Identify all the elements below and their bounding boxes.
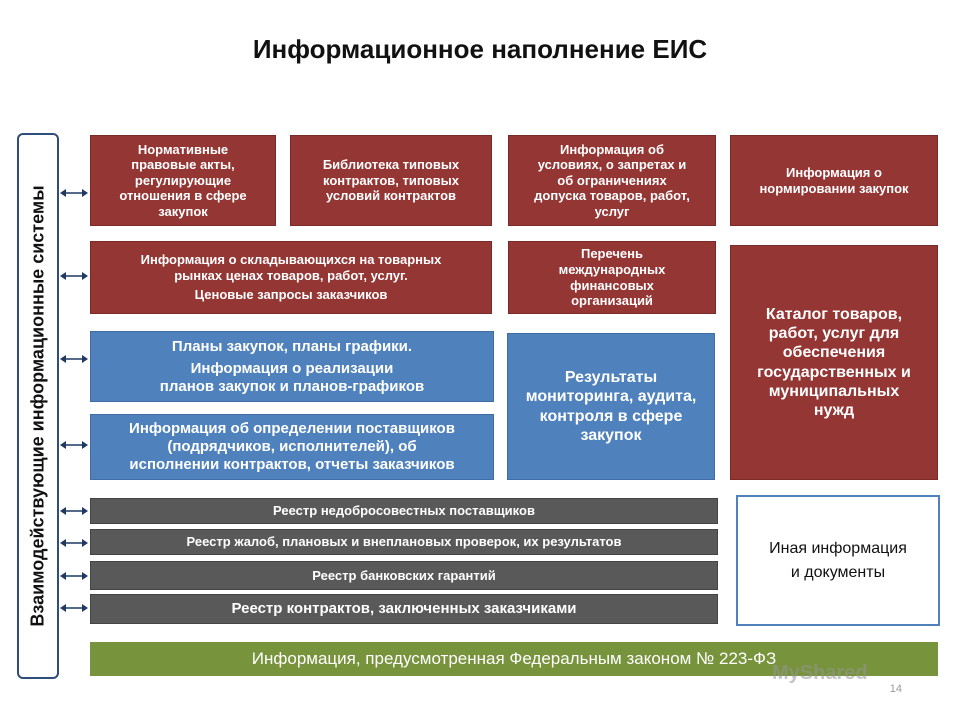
- double-arrow-icon: [60, 270, 88, 282]
- box-line: отношения в сфере: [119, 188, 247, 204]
- double-arrow-icon: [60, 187, 88, 199]
- procurement-plans-box: [90, 331, 494, 402]
- box-line: контроля в сфере: [539, 407, 683, 425]
- box-line: и документы: [790, 563, 886, 581]
- normative-acts-box: [90, 135, 276, 226]
- registry-label: Реестр банковских гарантий: [312, 567, 496, 583]
- box-line: условиях, о запретах и: [537, 157, 687, 173]
- registry-unfair-suppliers: [90, 498, 718, 524]
- box-line: контрактов, типовых: [323, 172, 459, 188]
- box-line: нужд: [813, 401, 855, 419]
- catalog-box: [730, 245, 938, 480]
- box-line: (подрядчиков, исполнителей), об: [167, 438, 417, 455]
- registry-complaints: [90, 529, 718, 555]
- box-line: Информация о реализации: [190, 359, 394, 377]
- box-line: Перечень: [580, 246, 644, 262]
- registry-label: Реестр жалоб, плановых и внеплановых проверок, их результатов: [186, 534, 622, 550]
- box-line: организаций: [571, 293, 653, 309]
- page-title: Информационное наполнение ЕИС: [252, 34, 708, 64]
- box-line: допуска товаров, работ,: [534, 188, 690, 204]
- market-prices-box: [90, 241, 492, 314]
- box-line: нормировании закупок: [759, 180, 909, 196]
- double-arrow-icon: [60, 439, 88, 451]
- box-line: государственных и: [757, 363, 911, 381]
- box-line: услуг: [594, 203, 630, 219]
- box-line: Результаты: [564, 369, 658, 387]
- other-info-box: [736, 495, 940, 626]
- box-line: регулирующие: [134, 172, 232, 188]
- admission-conditions-box: [508, 135, 716, 226]
- box-line: работ, услуг для: [768, 325, 900, 343]
- box-line: рынках ценах товаров, работ, услуг.: [174, 267, 408, 283]
- box-line: Каталог товаров,: [765, 305, 903, 323]
- box-line: закупок: [580, 426, 642, 444]
- side-systems-label: Взаимодействующие информационные системы: [27, 185, 48, 627]
- double-arrow-icon: [60, 353, 88, 365]
- box-line: Информация о складывающихся на товарных: [140, 252, 442, 268]
- box-line: Информация об: [560, 141, 664, 157]
- double-arrow-icon: [60, 570, 88, 582]
- side-systems-box: [17, 133, 59, 679]
- box-line: Информация о: [786, 164, 882, 180]
- box-line: обеспечения: [782, 344, 886, 362]
- box-line: условий контрактов: [325, 188, 457, 204]
- registry-label: Реестр контрактов, заключенных заказчиками: [231, 600, 577, 617]
- contract-library-box: [290, 135, 492, 226]
- box-line: Ценовые запросы заказчиков: [194, 287, 388, 303]
- box-line: об ограничениях: [557, 172, 667, 188]
- box-line: мониторинга, аудита,: [525, 388, 697, 406]
- box-line: планов закупок и планов-графиков: [159, 377, 425, 395]
- box-line: закупок: [158, 203, 208, 219]
- watermark: MyShared: [772, 662, 868, 684]
- double-arrow-icon: [60, 505, 88, 517]
- box-line: Библиотека типовых: [322, 157, 460, 173]
- registry-bank-guarantees: [90, 561, 718, 590]
- box-line: Планы закупок, планы графики.: [171, 337, 413, 355]
- monitoring-results-box: [507, 333, 715, 480]
- double-arrow-icon: [60, 537, 88, 549]
- box-line: финансовых: [570, 277, 654, 293]
- box-line: Нормативные: [137, 141, 229, 157]
- law-info-label: Информация, предусмотренная Федеральным законом № 223-ФЗ: [251, 648, 777, 668]
- box-line: Информация об определении поставщиков: [129, 420, 455, 437]
- box-line: Иная информация: [769, 540, 907, 558]
- box-line: муниципальных: [768, 382, 900, 400]
- supplier-determination-box: [90, 414, 494, 480]
- double-arrow-icon: [60, 602, 88, 614]
- registry-label: Реестр недобросовестных поставщиков: [273, 503, 535, 519]
- registry-contracts: [90, 594, 718, 624]
- procurement-norms-box: [730, 135, 938, 226]
- box-line: правовые акты,: [131, 157, 235, 173]
- intl-finance-orgs-box: [508, 241, 716, 314]
- page-number: 14: [889, 683, 902, 695]
- box-line: исполнении контрактов, отчеты заказчиков: [129, 456, 455, 473]
- box-line: международных: [558, 261, 666, 277]
